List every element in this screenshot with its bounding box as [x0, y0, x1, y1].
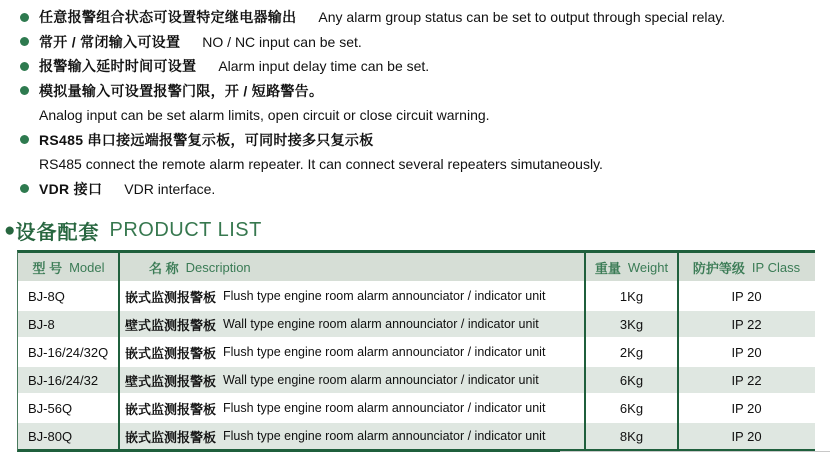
- cell-description-en: Wall type engine room alarm announciator / indicator unit: [223, 317, 539, 331]
- header-ip-class-en: IP Class: [751, 259, 801, 275]
- header-model-en: Model: [69, 259, 105, 275]
- cell-description: [119, 395, 585, 421]
- section-header: [4, 215, 830, 245]
- cell-description: [119, 423, 585, 449]
- header-model-zh: 型 号: [32, 260, 63, 276]
- table-body: [18, 283, 815, 449]
- bullet-icon: [20, 86, 29, 95]
- feature-item: [20, 103, 830, 128]
- feature-text-zh: RS485 串口接远端报警复示板，可同时接多只复示板: [39, 131, 374, 148]
- cell-description-zh: 嵌式监测报警板: [125, 289, 217, 305]
- feature-text-zh: 模拟量输入可设置报警门限，开 / 短路警告。: [39, 82, 324, 99]
- cell-ip-class: IP 22: [731, 372, 762, 388]
- feature-item: [20, 152, 830, 177]
- cell-ip-class: IP 22: [731, 316, 762, 332]
- cell-weight: 8Kg: [619, 428, 644, 444]
- cell-weight: 6Kg: [619, 400, 644, 416]
- column-divider: [584, 253, 586, 449]
- cell-weight: 1Kg: [619, 288, 644, 304]
- header-weight-en: Weight: [627, 259, 669, 275]
- header-weight-zh: 重量: [594, 260, 621, 276]
- cell-description-en: Wall type engine room alarm announciator / indicator unit: [223, 373, 539, 387]
- table-header-row: [18, 253, 815, 281]
- cell-ip-class: IP 20: [731, 428, 762, 444]
- cell-model: BJ-56Q: [28, 400, 73, 416]
- cell-description-en: Flush type engine room alarm announciator / indicator unit: [223, 429, 546, 443]
- cell-description-zh: 嵌式监测报警板: [125, 429, 217, 445]
- table-row: [18, 423, 815, 449]
- feature-item: [20, 79, 830, 104]
- feature-item: [20, 5, 830, 30]
- bullet-icon: [20, 13, 29, 22]
- cell-ip-class: IP 20: [731, 288, 762, 304]
- product-table: [17, 250, 815, 452]
- cell-description-en: Flush type engine room alarm announciator / indicator unit: [223, 345, 546, 359]
- header-cell-model: [18, 253, 119, 281]
- cell-description-zh: 壁式监测报警板: [125, 373, 217, 389]
- cell-description: [119, 283, 585, 309]
- table-row: [18, 311, 815, 337]
- header-cell-ip-class: [678, 253, 815, 281]
- header-description-zh: 名 称: [149, 260, 179, 276]
- header-ip-class-zh: 防护等级: [692, 260, 745, 276]
- feature-item: [20, 128, 830, 153]
- column-divider: [118, 253, 120, 449]
- feature-item: [20, 30, 830, 55]
- feature-text-en: RS485 connect the remote alarm repeater. It can connect several repeaters simutaneously.: [39, 156, 603, 173]
- header-cell-weight: [585, 253, 678, 281]
- page-bottom-divider: [560, 451, 830, 452]
- section-title-zh: 设备配套: [15, 221, 100, 244]
- header-cell-description: [119, 253, 585, 281]
- table-row: [18, 283, 815, 309]
- feature-text-zh: 报警输入延时时间可设置: [39, 58, 197, 75]
- feature-item: [20, 177, 830, 202]
- table-row: [18, 367, 815, 393]
- feature-text-en: Any alarm group status can be set to output through special relay.: [318, 9, 726, 26]
- cell-description: [119, 339, 585, 365]
- cell-ip-class: IP 20: [731, 344, 762, 360]
- cell-description-en: Flush type engine room alarm announciator / indicator unit: [223, 289, 546, 303]
- feature-text-en: VDR interface.: [124, 180, 216, 197]
- feature-text-zh: 任意报警组合状态可设置特定继电器输出: [39, 9, 297, 26]
- feature-text-en: NO / NC input can be set.: [202, 33, 362, 50]
- cell-description-en: Flush type engine room alarm announciator / indicator unit: [223, 401, 546, 415]
- feature-text-zh: VDR 接口: [39, 180, 103, 197]
- section-bullet-icon: ●: [4, 219, 16, 241]
- bullet-icon: [20, 184, 29, 193]
- bullet-icon: [20, 62, 29, 71]
- column-divider: [677, 253, 679, 449]
- cell-weight: 2Kg: [619, 344, 644, 360]
- cell-model: BJ-16/24/32Q: [28, 344, 109, 360]
- bullet-icon: [20, 37, 29, 46]
- cell-ip-class: IP 20: [731, 400, 762, 416]
- cell-description-zh: 壁式监测报警板: [125, 317, 217, 333]
- table-row: [18, 339, 815, 365]
- bullet-icon: [20, 135, 29, 144]
- feature-item: [20, 54, 830, 79]
- cell-model: BJ-16/24/32: [28, 372, 99, 388]
- cell-description: [119, 367, 585, 393]
- cell-model: BJ-8Q: [28, 288, 65, 304]
- feature-list: [0, 0, 830, 201]
- header-description-en: Description: [185, 259, 251, 275]
- cell-weight: 6Kg: [619, 372, 644, 388]
- table-row: [18, 395, 815, 421]
- feature-text-en: Alarm input delay time can be set.: [218, 58, 430, 75]
- cell-model: BJ-80Q: [28, 428, 73, 444]
- cell-weight: 3Kg: [619, 316, 644, 332]
- feature-text-zh: 常开 / 常闭输入可设置: [39, 33, 181, 50]
- cell-description-zh: 嵌式监测报警板: [125, 345, 217, 361]
- section-title-en: PRODUCT LIST: [109, 218, 262, 241]
- cell-description-zh: 嵌式监测报警板: [125, 401, 217, 417]
- cell-description: [119, 311, 585, 337]
- cell-model: BJ-8: [28, 316, 55, 332]
- feature-text-en: Analog input can be set alarm limits, open circuit or close circuit warning.: [39, 107, 490, 124]
